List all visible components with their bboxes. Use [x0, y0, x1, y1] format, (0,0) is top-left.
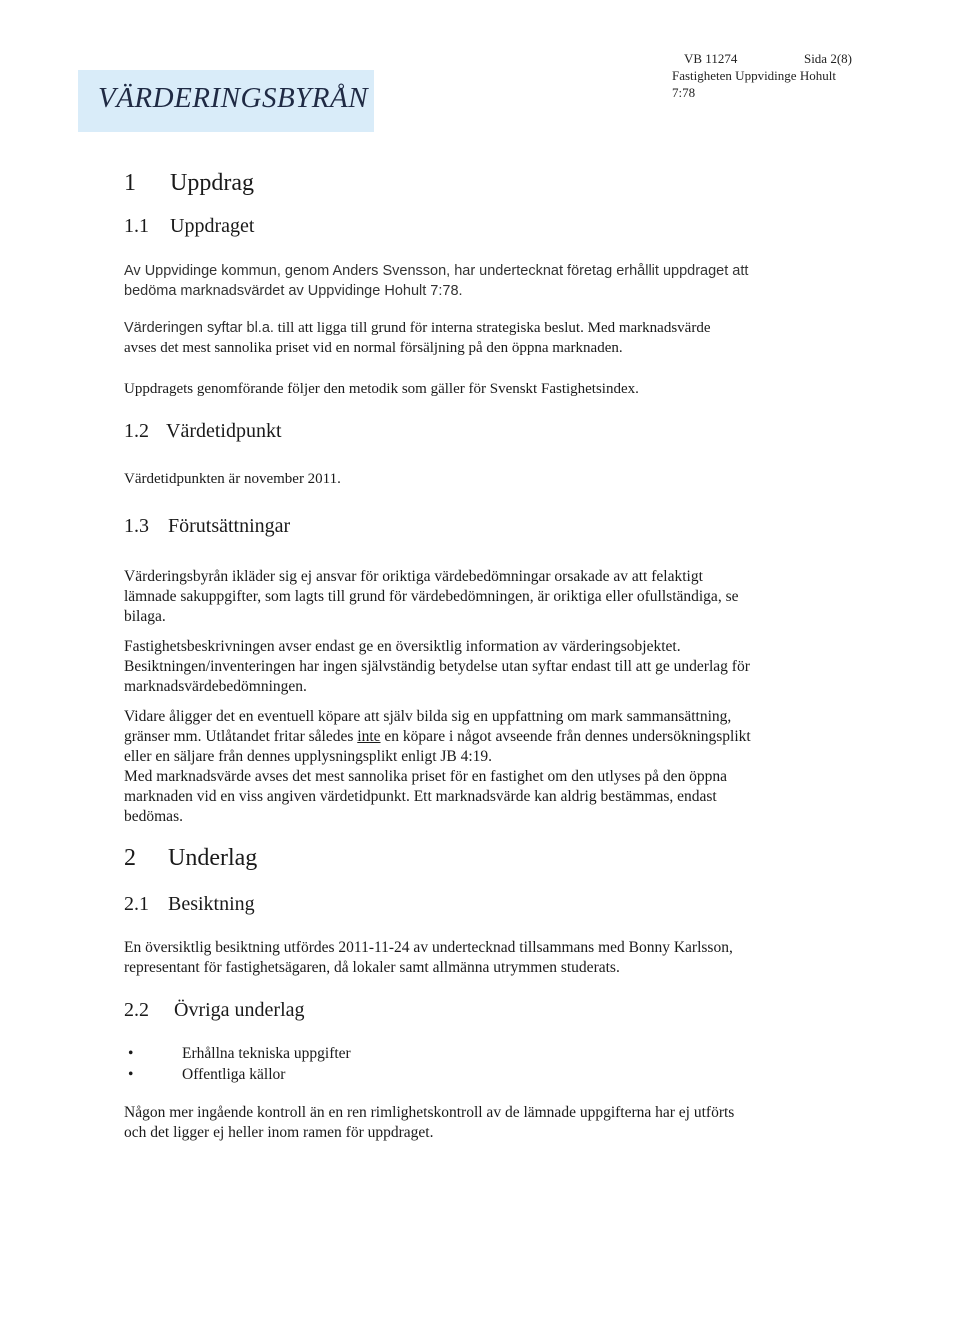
text-line: lämnade sakuppgifter, som lagts till grund för värdebedömningen, är oriktiga eller ofullständiga, se [124, 588, 739, 605]
text-line: Uppdragets genomförande följer den metodik som gäller för Svenskt Fastighetsindex. [124, 381, 639, 397]
section-title: Uppdrag [170, 170, 254, 196]
section-number: 2 [124, 845, 136, 871]
text-line: avses det mest sannolika priset vid en normal försäljning på den öppna marknaden. [124, 340, 623, 356]
text-run: gränser mm. Utlåtandet fritar således [124, 728, 358, 745]
text-line: Någon mer ingående kontroll än en ren rimlighetskontroll av de lämnade uppgifterna har ej utförts [124, 1104, 735, 1121]
paragraph-liability [124, 567, 844, 627]
section-heading-1-3 [124, 515, 290, 538]
section-number: 1.1 [124, 215, 149, 237]
section-number: 1.3 [124, 515, 149, 537]
bullet-list [124, 1043, 351, 1085]
text-run: till att ligga till grund för interna strategiska beslut. Med marknadsvärde [273, 320, 711, 336]
text-line: bedöma marknadsvärdet av Uppvidinge Hohult 7:78. [124, 283, 463, 299]
list-item [124, 1043, 351, 1064]
paragraph-purpose [124, 318, 844, 358]
text-line: Fastighetsbeskrivningen avser endast ge en översiktlig information av värderingsobjektet. [124, 638, 681, 655]
section-heading-2-1 [124, 893, 255, 916]
text-line [124, 727, 844, 747]
text-line: Med marknadsvärde avses det mest sannolika priset för en fastighet om den utlyses på den öppna [124, 768, 728, 785]
text-line: och det ligger ej heller inom ramen för uppdraget. [124, 1124, 434, 1141]
property-name: Fastigheten Uppvidinge Hohult 7:78 [672, 68, 836, 100]
text-run: en köpare i något avseende från dennes undersökningsplikt [380, 728, 751, 745]
section-number: 1.2 [124, 420, 149, 442]
text-line: Värdetidpunkten är november 2011. [124, 471, 341, 487]
document-reference: VB 11274 [684, 51, 738, 66]
paragraph-control [124, 1103, 844, 1143]
section-heading-2-2 [124, 999, 305, 1022]
text-line: Besiktningen/inventeringen har ingen självständig betydelse utan syftar endast till att ge underlag för [124, 658, 750, 675]
section-title: Uppdraget [170, 215, 255, 237]
list-item [124, 1064, 351, 1085]
text-line: eller en säljare från dennes upplysningsplikt enligt JB 4:19. [124, 748, 493, 765]
section-title: Övriga underlag [174, 999, 305, 1021]
text-line: En översiktlig besiktning utfördes 2011-11-24 av undertecknad tillsammans med Bonny Karlsson, [124, 939, 733, 956]
bullet-icon: • [128, 1066, 134, 1083]
section-heading-1-1 [124, 215, 254, 238]
paragraph-description [124, 637, 844, 697]
text-line: Värderingsbyrån ikläder sig ej ansvar för oriktiga värdebedömningar orsakade av att felaktigt [124, 568, 703, 585]
paragraph-method [124, 379, 844, 399]
underlined-word: inte [357, 728, 381, 745]
list-item-text: Offentliga källor [182, 1066, 286, 1083]
text-line: Vidare åligger det en eventuell köpare att själv bilda sig en uppfattning om mark sammansättning, [124, 708, 732, 725]
section-number: 1 [124, 170, 136, 196]
list-item-text: Erhållna tekniska uppgifter [182, 1045, 351, 1062]
text-line: bilaga. [124, 608, 166, 625]
page-number: Sida 2(8) [803, 51, 852, 66]
text-line: marknaden vid en viss angiven värdetidpunkt. Ett marknadsvärde kan aldrig bestämmas, endast [124, 788, 717, 805]
paragraph-inspection [124, 938, 844, 978]
text-line: representant för fastighetsägaren, då lokaler samt allmänna utrymmen studerats. [124, 959, 620, 976]
section-heading-1 [124, 170, 254, 197]
section-heading-2 [124, 845, 257, 872]
company-logo: VÄRDERINGSBYRÅN [98, 82, 369, 114]
section-title: Förutsättningar [168, 515, 291, 537]
bullet-icon: • [128, 1045, 134, 1062]
section-number: 2.2 [124, 999, 149, 1021]
section-title: Underlag [168, 845, 258, 871]
text-line [124, 318, 844, 338]
text-line: marknadsvärdebedömningen. [124, 678, 307, 695]
section-number: 2.1 [124, 893, 149, 915]
header-row [672, 50, 852, 67]
paragraph-assignment [124, 261, 844, 301]
text-run: Värderingen syftar bl.a. [124, 320, 274, 336]
page-header [672, 50, 852, 101]
text-line: bedömas. [124, 808, 183, 825]
paragraph-valuation-date [124, 469, 844, 489]
text-line: Av Uppvidinge kommun, genom Anders Svensson, har undertecknat företag erhållit uppdraget att [124, 263, 749, 279]
section-heading-1-2 [124, 420, 282, 443]
paragraph-buyer-duty [124, 707, 844, 827]
section-title: Värdetidpunkt [166, 420, 282, 442]
section-title: Besiktning [168, 893, 255, 915]
